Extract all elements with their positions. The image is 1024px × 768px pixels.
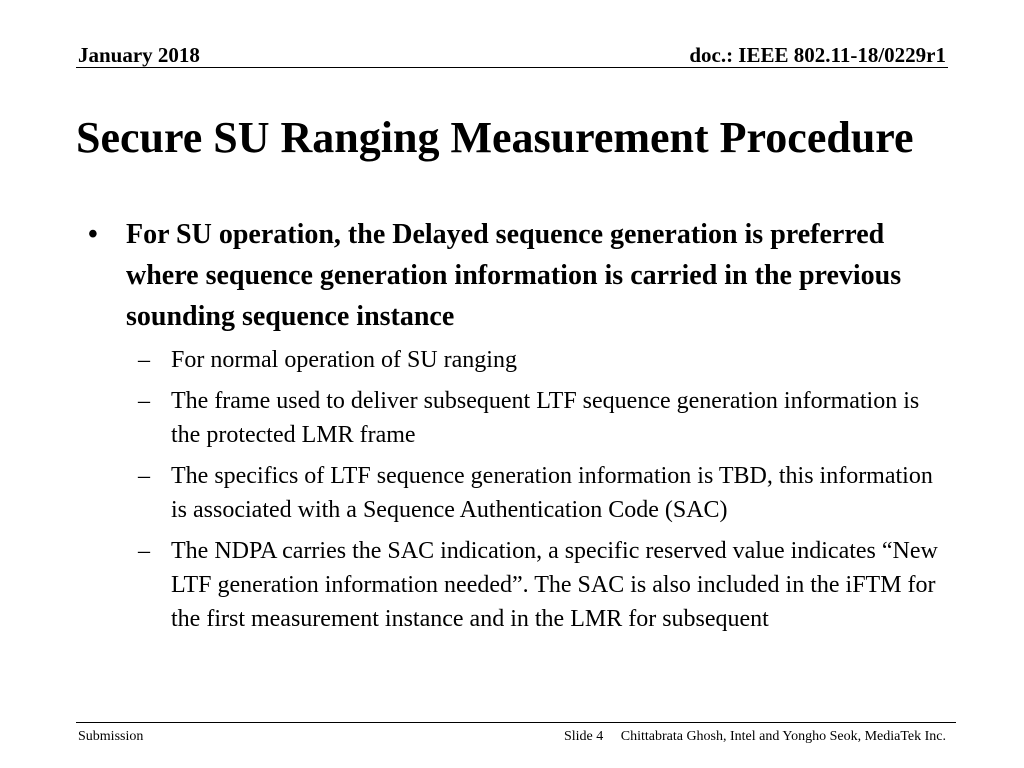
sub-bullet bbox=[0, 384, 946, 452]
sub-bullet-text: The frame used to deliver subsequent LTF sequence generation information is the protected LMR frame bbox=[171, 388, 920, 448]
footer-authors: Chittabrata Ghosh, Intel and Yongho Seok, MediaTek Inc. bbox=[620, 729, 946, 744]
sub-bullet-marker: – bbox=[138, 347, 150, 373]
main-bullet bbox=[0, 214, 926, 337]
sub-bullet-text: The NDPA carries the SAC indication, a specific reserved value indicates “New LTF generation information needed”. The SAC is also included in the iFTM for the first measurement instance and in the LMR for subsequent bbox=[171, 538, 938, 632]
footer-submission: Submission bbox=[78, 729, 144, 744]
slide-body bbox=[0, 214, 1024, 643]
footer-info bbox=[564, 728, 946, 746]
slide-title: Secure SU Ranging Measurement Procedure bbox=[76, 113, 914, 162]
header-doc-id: doc.: IEEE 802.11-18/0229r1 bbox=[689, 43, 946, 67]
header-divider bbox=[76, 67, 948, 68]
sub-bullet-marker: – bbox=[138, 463, 150, 489]
sub-bullet bbox=[0, 459, 946, 527]
sub-bullet-marker: – bbox=[138, 388, 150, 414]
sub-bullet-marker: – bbox=[138, 538, 150, 564]
bullet-marker: • bbox=[88, 219, 98, 250]
sub-bullet bbox=[0, 534, 946, 636]
header-date: January 2018 bbox=[78, 43, 200, 67]
slide-number: Slide 4 bbox=[563, 729, 604, 744]
footer-divider bbox=[76, 722, 956, 723]
sub-bullet bbox=[0, 343, 946, 377]
sub-bullet-text: The specifics of LTF sequence generation information is TBD, this information is associated with a Sequence Authentication Code (SAC) bbox=[171, 463, 933, 523]
main-bullet-text: For SU operation, the Delayed sequence generation is preferred where sequence generation information is carried in the previous sounding sequence instance bbox=[126, 219, 902, 332]
sub-bullet-list bbox=[0, 343, 1024, 636]
sub-bullet-text: For normal operation of SU ranging bbox=[171, 347, 517, 373]
